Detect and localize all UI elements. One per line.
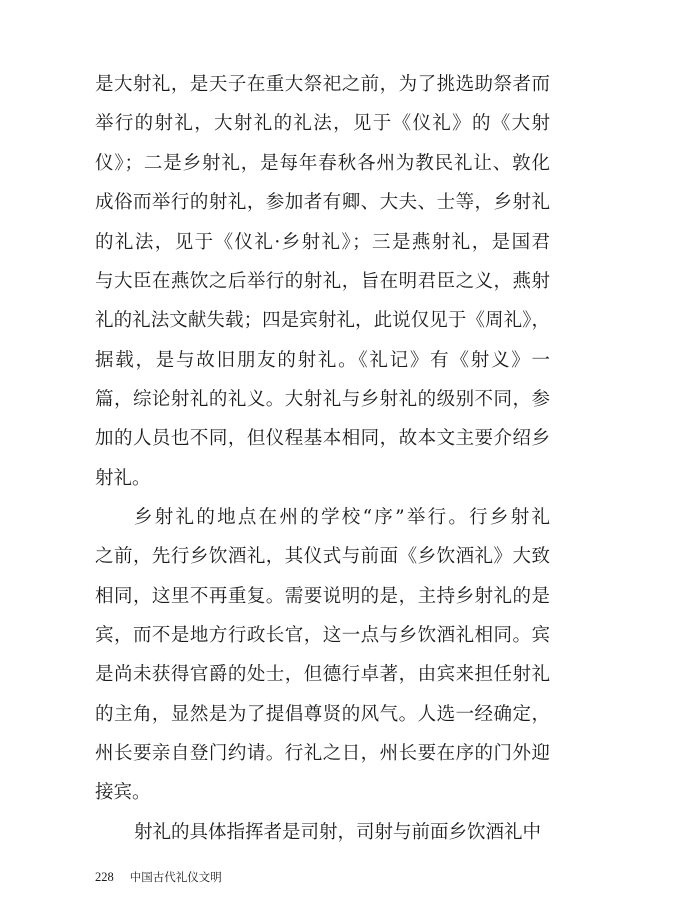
page-number: 228	[95, 870, 114, 884]
text-line: 是尚未获得官爵的处士，但德行卓著，由宾来担任射礼	[95, 664, 550, 685]
text-line: 射礼。	[95, 468, 151, 489]
book-title: 中国古代礼仪文明	[129, 870, 222, 884]
paragraph-first-line: 乡射礼的地点在州的学校“序”举行。行乡射礼	[134, 507, 550, 528]
text-line: 篇，综论射礼的礼义。大射礼与乡射礼的级别不同，参	[95, 389, 550, 410]
text-line: 相同，这里不再重复。需要说明的是，主持乡射礼的是	[95, 586, 550, 607]
page-footer	[95, 867, 222, 887]
text-line: 之前，先行乡饮酒礼，其仪式与前面《乡饮酒礼》大致	[95, 546, 550, 567]
text-line: 举行的射礼，大射礼的礼法，见于《仪礼》的《大射	[95, 113, 550, 134]
text-line: 据载，是与故旧朋友的射礼。《礼记》有《射义》一	[95, 350, 550, 371]
paragraph-first-line: 射礼的具体指挥者是司射，司射与前面乡饮酒礼中	[134, 822, 542, 843]
text-line: 宾，而不是地方行政长官，这一点与乡饮酒礼相同。宾	[95, 625, 550, 646]
text-line: 与大臣在燕饮之后举行的射礼，旨在明君臣之义，燕射	[95, 271, 550, 292]
text-line: 成俗而举行的射礼，参加者有卿、大夫、士等，乡射礼	[95, 192, 550, 213]
text-line: 仪》；二是乡射礼，是每年春秋各州为教民礼让、敦化	[95, 153, 550, 174]
text-line: 接宾。	[95, 782, 151, 803]
text-line: 州长要亲自登门约请。行礼之日，州长要在序的门外迎	[95, 743, 550, 764]
text-line: 的主角，显然是为了提倡尊贤的风气。人选一经确定，	[95, 704, 550, 725]
text-line: 加的人员也不同，但仪程基本相同，故本文主要介绍乡	[95, 428, 550, 449]
text-line: 礼的礼法文献失载；四是宾射礼，此说仅见于《周礼》，	[95, 310, 550, 331]
text-line: 是大射礼，是天子在重大祭祀之前，为了挑选助祭者而	[95, 74, 550, 95]
text-line: 的礼法，见于《仪礼·乡射礼》；三是燕射礼，是国君	[95, 232, 550, 253]
